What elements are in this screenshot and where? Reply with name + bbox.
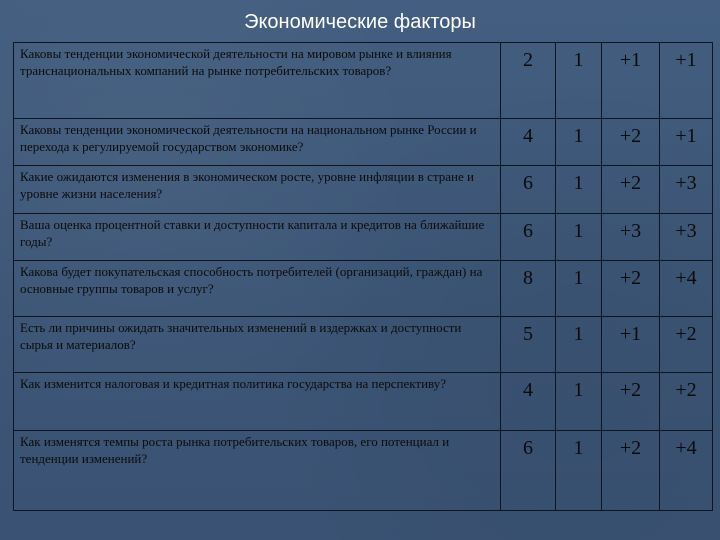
score-cell: 6 xyxy=(501,166,556,214)
weight-cell: 1 xyxy=(556,119,602,166)
impact-cell: +3 xyxy=(602,214,660,261)
question-cell: Есть ли причины ожидать значительных изменений в издержках и доступности сырья и материалов? xyxy=(14,317,501,373)
rating-cell: +1 xyxy=(660,119,713,166)
score-cell: 6 xyxy=(501,214,556,261)
question-cell: Каковы тенденции экономической деятельности на национальном рынке России и перехода к регулируемой государством экономике? xyxy=(14,119,501,166)
impact-cell: +1 xyxy=(602,317,660,373)
rating-cell: +2 xyxy=(660,317,713,373)
rating-cell: +1 xyxy=(660,43,713,119)
impact-cell: +2 xyxy=(602,261,660,317)
table-row xyxy=(14,317,713,373)
question-cell: Каковы тенденции экономической деятельности на мировом рынке и влияния транснациональных компаний на рынке потребительских товаров? xyxy=(14,43,501,119)
score-cell: 4 xyxy=(501,373,556,431)
score-cell: 6 xyxy=(501,431,556,511)
weight-cell: 1 xyxy=(556,214,602,261)
question-cell: Какова будет покупательская способность потребителей (организаций, граждан) на основные группы товаров и услуг? xyxy=(14,261,501,317)
impact-cell: +2 xyxy=(602,373,660,431)
table-row xyxy=(14,261,713,317)
question-cell: Как изменится налоговая и кредитная политика государства на перспективу? xyxy=(14,373,501,431)
weight-cell: 1 xyxy=(556,261,602,317)
table-row xyxy=(14,119,713,166)
score-cell: 8 xyxy=(501,261,556,317)
rating-cell: +4 xyxy=(660,261,713,317)
rating-cell: +3 xyxy=(660,214,713,261)
rating-cell: +2 xyxy=(660,373,713,431)
score-cell: 4 xyxy=(501,119,556,166)
question-cell: Какие ожидаются изменения в экономическом росте, уровне инфляции в стране и уровне жизни населения? xyxy=(14,166,501,214)
question-cell: Ваша оценка процентной ставки и доступности капитала и кредитов на ближайшие годы? xyxy=(14,214,501,261)
table-row xyxy=(14,214,713,261)
impact-cell: +2 xyxy=(602,119,660,166)
table-row xyxy=(14,166,713,214)
rating-cell: +4 xyxy=(660,431,713,511)
table-row xyxy=(14,373,713,431)
impact-cell: +2 xyxy=(602,431,660,511)
rating-cell: +3 xyxy=(660,166,713,214)
weight-cell: 1 xyxy=(556,317,602,373)
impact-cell: +2 xyxy=(602,166,660,214)
impact-cell: +1 xyxy=(602,43,660,119)
table-row xyxy=(14,431,713,511)
weight-cell: 1 xyxy=(556,431,602,511)
weight-cell: 1 xyxy=(556,166,602,214)
weight-cell: 1 xyxy=(556,43,602,119)
score-cell: 5 xyxy=(501,317,556,373)
question-cell: Как изменятся темпы роста рынка потребительских товаров, его потенциал и тенденции изменений? xyxy=(14,431,501,511)
table-row xyxy=(14,43,713,119)
score-cell: 2 xyxy=(501,43,556,119)
slide-title: Экономические факторы xyxy=(244,11,476,33)
economic-factors-table xyxy=(13,42,713,511)
weight-cell: 1 xyxy=(556,373,602,431)
